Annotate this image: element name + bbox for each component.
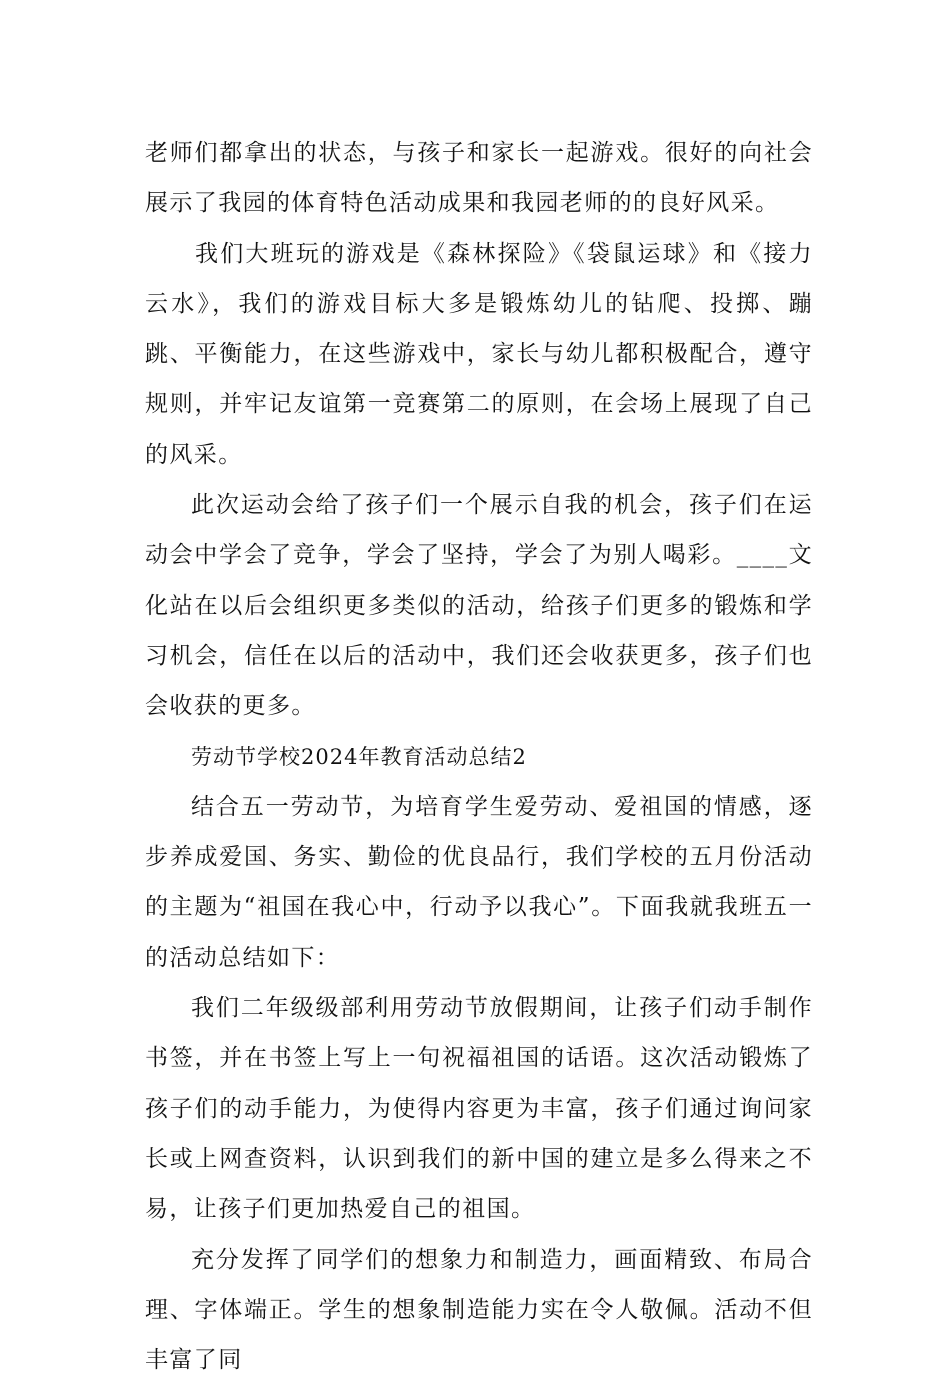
paragraph-activity-summary: 此次运动会给了孩子们一个展示自我的机会，孩子们在运动会中学会了竞争，学会了坚持，学会了为别人喝彩。____文化站在以后会组织更多类似的活动，给孩子们更多的锻炼和学习机会，信任在以后的活动中，我们还会收获更多，孩子们也会收获的更多。 [145,492,813,720]
paragraph-may-day-theme: 结合五一劳动节，为培育学生爱劳动、爱祖国的情感，逐步养成爱国、务实、勤俭的优良品行，我们学校的五月份活动的主题为“祖国在我心中，行动予以我心”。下面我就我班五一的活动总结如下： [145,793,813,971]
paragraph-class-games: 我们大班玩的游戏是《森林探险》《袋鼠运球》和《接力云水》，我们的游戏目标大多是锻炼幼儿的钻爬、投掷、蹦跳、平衡能力，在这些游戏中，家长与幼儿都积极配合，遵守规则，并牢记友谊第一竞赛第二的原则，在会场上展现了自己的风采。 [145,240,813,468]
section-heading: 劳动节学校2024年教育活动总结2 [191,744,527,769]
paragraph-sports-meet-closing: 老师们都拿出的状态，与孩子和家长一起游戏。很好的向社会展示了我园的体育特色活动成果和我园老师的的良好风采。 [145,140,813,217]
document-body [145,128,813,1385]
paragraph-creativity: 充分发挥了同学们的想象力和制造力，画面精致、布局合理、字体端正。学生的想象制造能力实在令人敬佩。活动不但丰富了同 [145,1246,813,1374]
paragraph-bookmark-activity: 我们二年级级部利用劳动节放假期间，让孩子们动手制作书签，并在书签上写上一句祝福祖国的话语。这次活动锻炼了孩子们的动手能力，为使得内容更为丰富，孩子们通过询问家长或上网查资料，认识到我们的新中国的建立是多么得来之不易，让孩子们更加热爱自己的祖国。 [145,995,813,1223]
